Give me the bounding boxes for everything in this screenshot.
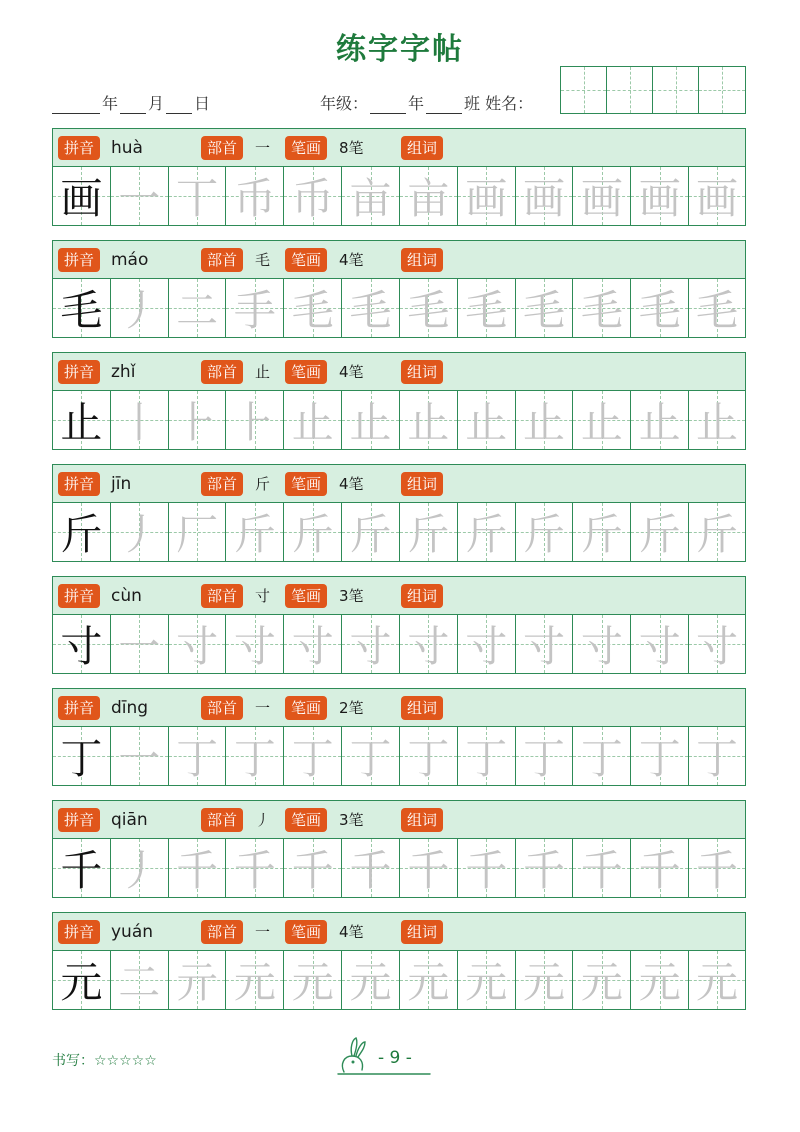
trace-character: 毛 (638, 286, 681, 335)
character-header (53, 353, 745, 391)
practice-row (53, 167, 745, 225)
trace-character: 毛 (291, 286, 334, 335)
name-grid[interactable] (560, 66, 746, 114)
trace-cell[interactable] (111, 167, 169, 225)
trace-cell[interactable] (111, 503, 169, 561)
trace-character: 画 (638, 174, 681, 223)
trace-character: 寸 (580, 622, 623, 671)
trace-cell[interactable] (458, 727, 516, 785)
trace-character: 斤 (523, 510, 566, 559)
words-tag: 组词 (401, 136, 443, 160)
pinyin-tag: 拼音 (58, 920, 100, 944)
practice-row (53, 615, 745, 673)
trace-character: ⺊ (176, 398, 219, 447)
trace-cell[interactable] (400, 279, 458, 337)
trace-character: 毛 (407, 286, 450, 335)
trace-character: 寸 (407, 622, 450, 671)
trace-character: 丅 (176, 174, 219, 223)
trace-cell[interactable] (573, 167, 631, 225)
trace-cell[interactable] (169, 167, 227, 225)
pinyin-value: qiān (111, 810, 148, 830)
trace-character: 止 (407, 398, 450, 447)
trace-cell[interactable] (573, 503, 631, 561)
trace-cell[interactable] (226, 615, 284, 673)
trace-cell[interactable] (400, 839, 458, 897)
model-character-cell (53, 951, 111, 1009)
trace-character: 丁 (523, 734, 566, 783)
trace-character: 寸 (638, 622, 681, 671)
trace-character: 丁 (291, 734, 334, 783)
radical-value: 止 (255, 363, 271, 381)
trace-cell[interactable] (516, 279, 574, 337)
strokes-tag: 笔画 (285, 472, 327, 496)
trace-character: 止 (580, 398, 623, 447)
trace-cell[interactable] (342, 727, 400, 785)
character-header (53, 913, 745, 951)
pinyin-tag: 拼音 (58, 696, 100, 720)
radical-tag: 部首 (201, 696, 243, 720)
trace-character: 元 (291, 958, 334, 1007)
radical-value: 丿 (255, 811, 271, 829)
trace-cell[interactable] (458, 167, 516, 225)
trace-cell[interactable] (226, 951, 284, 1009)
trace-character: 丁 (638, 734, 681, 783)
trace-cell[interactable] (342, 167, 400, 225)
strokes-tag: 笔画 (285, 584, 327, 608)
trace-character: 亩 (349, 174, 392, 223)
trace-character: 亓 (176, 958, 219, 1007)
trace-cell[interactable] (284, 727, 342, 785)
trace-cell[interactable] (226, 279, 284, 337)
trace-character: 毛 (465, 286, 508, 335)
trace-character: 千 (349, 846, 392, 895)
trace-character: 寸 (696, 622, 739, 671)
model-character: 丁 (60, 734, 103, 783)
trace-character: 止 (465, 398, 508, 447)
trace-character: ⺊ (233, 398, 276, 447)
character-header (53, 129, 745, 167)
trace-cell[interactable] (573, 279, 631, 337)
trace-character: 画 (523, 174, 566, 223)
trace-cell[interactable] (169, 391, 227, 449)
trace-cell[interactable] (458, 951, 516, 1009)
trace-character: 币 (291, 174, 334, 223)
practice-row (53, 727, 745, 785)
words-tag: 组词 (401, 248, 443, 272)
class-blank[interactable] (426, 96, 462, 114)
trace-character: 元 (638, 958, 681, 1007)
pinyin-tag: 拼音 (58, 360, 100, 384)
pinyin-tag: 拼音 (58, 584, 100, 608)
strokes-tag: 笔画 (285, 248, 327, 272)
trace-cell[interactable] (573, 615, 631, 673)
trace-cell[interactable] (284, 503, 342, 561)
radical-value: 斤 (255, 475, 271, 493)
trace-cell[interactable] (458, 503, 516, 561)
model-character: 元 (60, 958, 103, 1007)
model-character-cell (53, 727, 111, 785)
practice-row (53, 951, 745, 1009)
pinyin-tag: 拼音 (58, 248, 100, 272)
trace-cell[interactable] (342, 503, 400, 561)
strokes-value: 4笔 (339, 475, 364, 493)
trace-cell[interactable] (631, 503, 689, 561)
model-character-cell (53, 615, 111, 673)
trace-character: 止 (638, 398, 681, 447)
trace-cell[interactable] (169, 839, 227, 897)
trace-cell[interactable] (516, 727, 574, 785)
trace-cell[interactable] (631, 839, 689, 897)
strokes-value: 3笔 (339, 811, 364, 829)
trace-cell[interactable] (400, 951, 458, 1009)
trace-character: 千 (696, 846, 739, 895)
trace-character: 寸 (233, 622, 276, 671)
writing-rating: 书写：☆☆☆☆☆ (52, 1053, 157, 1069)
trace-cell[interactable] (169, 951, 227, 1009)
radical-value: 毛 (255, 251, 271, 269)
name-cell[interactable] (561, 67, 607, 113)
trace-cell[interactable] (516, 391, 574, 449)
trace-cell[interactable] (516, 951, 574, 1009)
trace-cell[interactable] (342, 615, 400, 673)
month-label: 月 (148, 94, 165, 113)
words-tag: 组词 (401, 584, 443, 608)
trace-character: 丁 (349, 734, 392, 783)
trace-character: 丁 (176, 734, 219, 783)
pinyin-value: zhǐ (111, 362, 136, 382)
words-tag: 组词 (401, 360, 443, 384)
trace-character: 止 (349, 398, 392, 447)
pinyin-tag: 拼音 (58, 808, 100, 832)
radical-tag: 部首 (201, 808, 243, 832)
trace-cell[interactable] (631, 727, 689, 785)
words-tag: 组词 (401, 920, 443, 944)
trace-cell[interactable] (631, 951, 689, 1009)
trace-cell[interactable] (400, 727, 458, 785)
trace-character: 止 (696, 398, 739, 447)
trace-cell[interactable] (169, 727, 227, 785)
page-title: 练字字帖 (336, 32, 464, 67)
trace-character: 丁 (233, 734, 276, 783)
trace-character: 斤 (233, 510, 276, 559)
trace-cell[interactable] (226, 167, 284, 225)
trace-character: 丿 (118, 846, 161, 895)
trace-cell[interactable] (342, 279, 400, 337)
pinyin-tag: 拼音 (58, 136, 100, 160)
trace-cell[interactable] (342, 951, 400, 1009)
words-tag: 组词 (401, 808, 443, 832)
grade-blank[interactable] (370, 96, 406, 114)
day-blank[interactable] (166, 96, 192, 114)
trace-character: 斤 (696, 510, 739, 559)
trace-cell[interactable] (284, 839, 342, 897)
trace-cell[interactable] (689, 279, 745, 337)
trace-character: 寸 (176, 622, 219, 671)
character-block (52, 240, 746, 338)
model-character-cell (53, 167, 111, 225)
radical-tag: 部首 (201, 472, 243, 496)
trace-character: 一 (118, 622, 161, 671)
strokes-value: 3笔 (339, 587, 364, 605)
pinyin-value: jīn (111, 474, 132, 494)
strokes-value: 8笔 (339, 139, 364, 157)
character-block (52, 128, 746, 226)
year-blank[interactable] (52, 96, 100, 114)
trace-character: 千 (233, 846, 276, 895)
radical-tag: 部首 (201, 360, 243, 384)
radical-tag: 部首 (201, 248, 243, 272)
trace-cell[interactable] (342, 839, 400, 897)
day-label: 日 (194, 94, 211, 113)
trace-cell[interactable] (111, 391, 169, 449)
trace-character: 画 (465, 174, 508, 223)
model-character-cell (53, 503, 111, 561)
model-character: 斤 (60, 510, 103, 559)
trace-cell[interactable] (689, 727, 745, 785)
trace-character: 元 (407, 958, 450, 1007)
trace-character: 千 (407, 846, 450, 895)
character-header (53, 465, 745, 503)
trace-character: 斤 (638, 510, 681, 559)
trace-character: 斤 (349, 510, 392, 559)
trace-cell[interactable] (226, 503, 284, 561)
trace-cell[interactable] (631, 391, 689, 449)
date-line (52, 88, 212, 114)
model-character-cell (53, 391, 111, 449)
trace-character: 寸 (523, 622, 566, 671)
trace-cell[interactable] (689, 391, 745, 449)
trace-cell[interactable] (111, 615, 169, 673)
trace-cell[interactable] (226, 727, 284, 785)
radical-tag: 部首 (201, 584, 243, 608)
model-character-cell (53, 839, 111, 897)
pinyin-value: huà (111, 138, 143, 158)
words-tag: 组词 (401, 696, 443, 720)
trace-cell[interactable] (284, 167, 342, 225)
trace-character: 元 (349, 958, 392, 1007)
pinyin-value: yuán (111, 922, 154, 942)
radical-tag: 部首 (201, 136, 243, 160)
trace-cell[interactable] (226, 839, 284, 897)
year-label: 年 (102, 94, 119, 113)
strokes-tag: 笔画 (285, 696, 327, 720)
model-character: 止 (60, 398, 103, 447)
trace-character: 元 (233, 958, 276, 1007)
model-character: 画 (60, 174, 103, 223)
strokes-tag: 笔画 (285, 808, 327, 832)
trace-character: 丿 (118, 510, 161, 559)
trace-character: 丿 (118, 286, 161, 335)
trace-character: 千 (465, 846, 508, 895)
grade-year-label: 年 (408, 94, 425, 113)
words-tag: 组词 (401, 472, 443, 496)
character-block (52, 576, 746, 674)
pinyin-value: dīng (111, 698, 149, 718)
trace-character: 丁 (407, 734, 450, 783)
character-block (52, 912, 746, 1010)
trace-character: 毛 (580, 286, 623, 335)
trace-cell[interactable] (169, 615, 227, 673)
model-character-cell (53, 279, 111, 337)
trace-cell[interactable] (573, 839, 631, 897)
trace-character: 元 (465, 958, 508, 1007)
radical-value: 寸 (255, 587, 271, 605)
trace-cell[interactable] (111, 727, 169, 785)
practice-row (53, 503, 745, 561)
trace-character: 画 (696, 174, 739, 223)
trace-cell[interactable] (516, 615, 574, 673)
character-header (53, 241, 745, 279)
trace-cell[interactable] (400, 503, 458, 561)
trace-cell[interactable] (631, 615, 689, 673)
trace-cell[interactable] (516, 839, 574, 897)
trace-cell[interactable] (689, 839, 745, 897)
class-name-label: 班 姓名： (464, 94, 534, 113)
trace-character: 手 (233, 286, 276, 335)
radical-tag: 部首 (201, 920, 243, 944)
trace-cell[interactable] (631, 167, 689, 225)
character-block (52, 352, 746, 450)
trace-character: 斤 (465, 510, 508, 559)
trace-character: 一 (118, 174, 161, 223)
student-line (318, 88, 535, 114)
trace-character: 斤 (580, 510, 623, 559)
character-header (53, 577, 745, 615)
trace-cell[interactable] (689, 615, 745, 673)
trace-character: 画 (580, 174, 623, 223)
trace-character: 毛 (523, 286, 566, 335)
page-number: - 9 - (378, 1048, 412, 1068)
trace-cell[interactable] (573, 391, 631, 449)
trace-character: 毛 (349, 286, 392, 335)
trace-character: 二 (118, 958, 161, 1007)
month-blank[interactable] (120, 96, 146, 114)
strokes-tag: 笔画 (285, 920, 327, 944)
trace-character: 元 (696, 958, 739, 1007)
trace-character: 二 (176, 286, 219, 335)
trace-cell[interactable] (458, 279, 516, 337)
trace-character: 寸 (349, 622, 392, 671)
name-cell[interactable] (699, 67, 745, 113)
strokes-value: 4笔 (339, 251, 364, 269)
pinyin-value: cùn (111, 586, 142, 606)
trace-character: 斤 (291, 510, 334, 559)
character-header (53, 689, 745, 727)
trace-cell[interactable] (631, 279, 689, 337)
trace-cell[interactable] (516, 503, 574, 561)
trace-cell[interactable] (458, 839, 516, 897)
trace-character: 一 (118, 734, 161, 783)
trace-cell[interactable] (284, 279, 342, 337)
trace-cell[interactable] (573, 951, 631, 1009)
radical-value: 一 (255, 923, 271, 941)
trace-cell[interactable] (689, 951, 745, 1009)
trace-cell[interactable] (342, 391, 400, 449)
trace-character: 元 (580, 958, 623, 1007)
pinyin-tag: 拼音 (58, 472, 100, 496)
character-block (52, 464, 746, 562)
trace-character: 寸 (465, 622, 508, 671)
trace-character: 千 (176, 846, 219, 895)
character-block (52, 688, 746, 786)
name-cell[interactable] (653, 67, 699, 113)
trace-character: 寸 (291, 622, 334, 671)
trace-cell[interactable] (111, 951, 169, 1009)
strokes-value: 4笔 (339, 363, 364, 381)
practice-row (53, 279, 745, 337)
trace-cell[interactable] (284, 615, 342, 673)
model-character: 千 (60, 846, 103, 895)
trace-cell[interactable] (169, 503, 227, 561)
trace-cell[interactable] (400, 615, 458, 673)
practice-row (53, 839, 745, 897)
strokes-tag: 笔画 (285, 136, 327, 160)
trace-character: 千 (580, 846, 623, 895)
strokes-value: 2笔 (339, 699, 364, 717)
trace-cell[interactable] (400, 167, 458, 225)
radical-value: 一 (255, 139, 271, 157)
character-block (52, 800, 746, 898)
trace-character: 丁 (465, 734, 508, 783)
strokes-value: 4笔 (339, 923, 364, 941)
trace-character: 止 (291, 398, 334, 447)
trace-character: 千 (291, 846, 334, 895)
pinyin-value: máo (111, 250, 149, 270)
trace-character: 毛 (696, 286, 739, 335)
trace-cell[interactable] (689, 167, 745, 225)
trace-character: 千 (523, 846, 566, 895)
trace-character: 元 (523, 958, 566, 1007)
trace-cell[interactable] (400, 391, 458, 449)
trace-character: 厂 (176, 510, 219, 559)
trace-cell[interactable] (111, 839, 169, 897)
trace-cell[interactable] (573, 727, 631, 785)
trace-cell[interactable] (689, 503, 745, 561)
character-header (53, 801, 745, 839)
trace-character: 币 (233, 174, 276, 223)
trace-character: 亩 (407, 174, 450, 223)
trace-cell[interactable] (284, 951, 342, 1009)
trace-character: 千 (638, 846, 681, 895)
model-character: 毛 (60, 286, 103, 335)
trace-cell[interactable] (169, 279, 227, 337)
radical-value: 一 (255, 699, 271, 717)
grade-label: 年级： (320, 94, 369, 113)
trace-character: 丁 (580, 734, 623, 783)
trace-cell[interactable] (458, 615, 516, 673)
trace-character: 丨 (118, 398, 161, 447)
trace-cell[interactable] (458, 391, 516, 449)
strokes-tag: 笔画 (285, 360, 327, 384)
trace-cell[interactable] (516, 167, 574, 225)
trace-character: 丁 (696, 734, 739, 783)
trace-character: 止 (523, 398, 566, 447)
trace-character: 斤 (407, 510, 450, 559)
trace-cell[interactable] (284, 391, 342, 449)
name-cell[interactable] (607, 67, 653, 113)
model-character: 寸 (60, 622, 103, 671)
trace-cell[interactable] (226, 391, 284, 449)
practice-row (53, 391, 745, 449)
trace-cell[interactable] (111, 279, 169, 337)
